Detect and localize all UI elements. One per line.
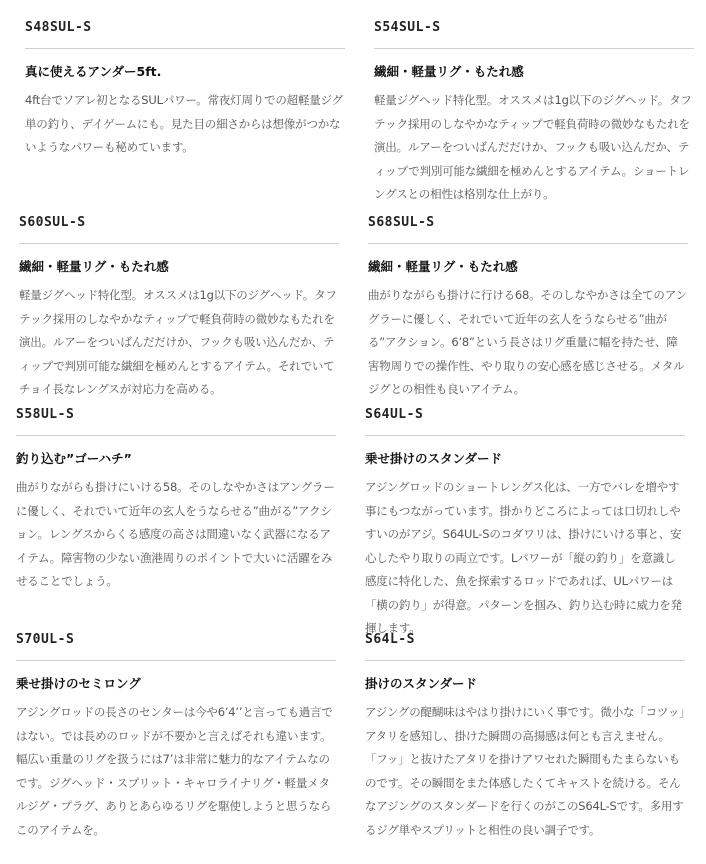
model-name: S58UL-S [16,407,75,422]
divider [16,435,336,436]
model-name: S54SUL-S [374,20,441,35]
product-headline: 釣り込む”ゴーハチ” [16,451,132,466]
product-description: アジングロッドの長さのセンターは今や6’4’’と言っても過言ではない。では長めのロッドが不要かと言えばそれも違います。幅広い重量のリグを扱うには7’は非常に魅力的なアイテムなのです。ジグヘッド・スプリット・キャロライナリグ・軽量メタルジグ・プラグ、ありとあらゆるリグを駆使しようと思うならこのアイテムを。 [16,705,333,837]
product-headline: 繊細・軽量リグ・もたれ感 [19,259,169,274]
product-s54sul-s [374,20,694,207]
product-headline: 乗せ掛けのスタンダード [365,451,503,466]
divider [19,243,339,244]
divider [365,435,685,436]
divider [365,660,685,661]
product-headline: 真に使えるアンダー5ft. [25,64,162,79]
product-description: 軽量ジグヘッド特化型。オススメは1g以下のジグヘッド。タフテック採用のしなやかなティップで軽負荷時の微妙なもたれを演出。ルアーをついばんだだけか、フックも吸い込んだか、ティップで判別可能な繊細を極めんとするアイテム。ショートレングスとの相性は格別な仕上がり。 [374,93,692,201]
product-description: アジングの醍醐味はやはり掛けにいく事です。微小な「コツッ」アタリを感知し、掛けた瞬間の高揚感は何とも言えません。「フッ」と抜けたアタリを掛けアワセれた瞬間もたまらないものです。その瞬間をまた体感したくてキャストを続ける。そんなアジングのスタンダードを行くのがこのS64L-Sです。多用するジグ単やスプリットと相性の良い調子です。 [365,705,685,837]
product-s68sul-s [368,215,688,402]
product-description: 曲がりながらも掛けに行ける68。そのしなやかさは全てのアングラーに優しく、それでいて近年の玄人をうならせる”曲がる”アクション。6’8”という長さはリグ重量に幅を持たせ、障害物周りでの操作性、やり取りの安心感を感じさせる。メタルジグとの相性も良いアイテム。 [368,288,687,396]
product-description: 軽量ジグヘッド特化型。オススメは1g以下のジグヘッド。タフテック採用のしなやかなティップで軽負荷時の微妙なもたれを演出。ルアーをついばんだだけか、フックも吸い込んだか、ティップで判別可能な繊細を極めんとするアイテム。それでいてチョイ長なレングスが対応力を高める。 [19,288,337,396]
model-name: S60SUL-S [19,215,86,230]
product-s60sul-s [19,215,339,402]
product-s70ul-s [16,632,336,842]
divider [368,243,688,244]
product-s58ul-s [16,407,336,594]
product-s64ul-s [365,407,685,641]
model-name: S64UL-S [365,407,424,422]
model-name: S64L-S [365,632,415,647]
product-description: アジングロッドのショートレングス化は、一方でバレを増やす事にもつながっています。掛かりどころによっては口切れしやすいのがアジ。S64UL-Sのコダワリは、掛けにいける事と、安心したやり取りの両立です。Lパワーが「縦の釣り」を意識し感度に特化した、魚を探索するロッドであれば、ULパワーは「横の釣り」が得意。パターンを掴み、釣り込む時に威力を発揮します。 [365,480,682,635]
product-description: 曲がりながらも掛けにいける58。そのしなやかさはアングラーに優しく、それでいて近年の玄人をうならせる”曲がる”アクション。レングスからくる感度の高さは間違いなく武器になるアイテム。障害物の少ない漁港周りのポイントで大いに活躍をみせることでしょう。 [16,480,335,588]
model-name: S68SUL-S [368,215,435,230]
product-s64l-s [365,632,685,842]
divider [25,48,345,49]
product-headline: 繊細・軽量リグ・もたれ感 [374,64,524,79]
divider [16,660,336,661]
product-headline: 乗せ掛けのセミロング [16,676,141,691]
model-name: S48SUL-S [25,20,92,35]
product-headline: 繊細・軽量リグ・もたれ感 [368,259,518,274]
product-headline: 掛けのスタンダード [365,676,478,691]
divider [374,48,694,49]
model-name: S70UL-S [16,632,75,647]
product-description: 4ft台でソアレ初となるSULパワー。常夜灯周りでの超軽量ジグ単の釣り、デイゲームにも。見た目の細さからは想像がつかないようなパワーも秘めています。 [25,93,343,154]
product-s48sul-s [25,20,345,160]
